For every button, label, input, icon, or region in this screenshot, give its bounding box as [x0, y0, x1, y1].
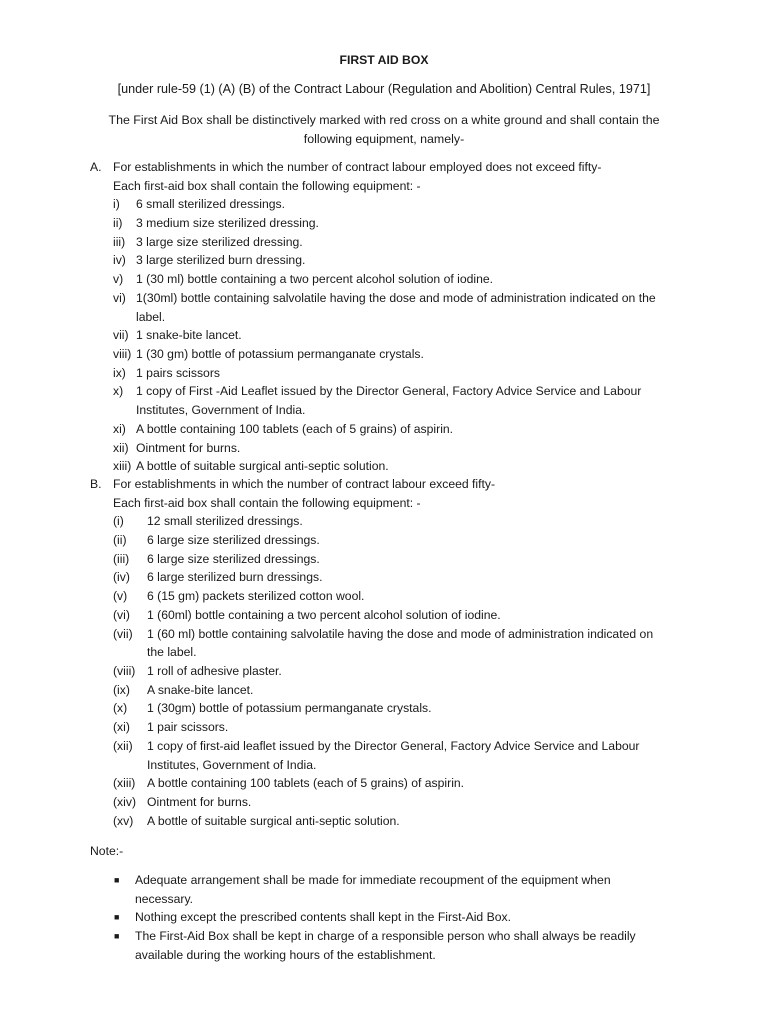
item-number: xii)	[113, 440, 129, 455]
item-text: 12 small sterilized dressings.	[147, 514, 303, 529]
list-item	[90, 270, 690, 289]
list-item	[90, 681, 690, 700]
rule-reference: [under rule-59 (1) (A) (B) of the Contract Labour (Regulation and Abolition) Central Rules, 1971]	[117, 82, 651, 96]
item-text: A bottle containing 100 tablets (each of 5 grains) of aspirin.	[136, 421, 454, 436]
section-a-subheading: Each first-aid box shall contain the following equipment: -	[113, 178, 421, 193]
list-item	[90, 382, 690, 419]
list-item	[90, 531, 690, 550]
item-text: 1 pairs scissors	[136, 365, 220, 380]
item-text: 6 (15 gm) packets sterilized cotton wool.	[147, 589, 365, 604]
square-bullet-icon: ■	[114, 912, 120, 923]
item-text: Ointment for burns.	[147, 794, 252, 809]
item-text: 1 pair scissors.	[147, 720, 229, 735]
item-number: (v)	[113, 589, 128, 604]
list-item	[90, 606, 690, 625]
item-number: vi)	[113, 290, 126, 305]
section-b-heading-text: For establishments in which the number of contract labour exceed fifty-	[113, 477, 496, 491]
item-text: 6 small sterilized dressings.	[136, 197, 286, 212]
list-item	[90, 214, 690, 233]
section-b	[90, 475, 690, 830]
list-item	[90, 289, 690, 326]
item-number: (xv)	[113, 813, 134, 828]
section-a	[90, 158, 690, 476]
note-text: The First-Aid Box shall be kept in charge of a responsible person who shall always be readily available during the working hours of the establishment.	[135, 929, 636, 962]
item-number: viii)	[113, 347, 132, 361]
item-number: (iii)	[113, 551, 130, 566]
item-text: 3 medium size sterilized dressing.	[136, 216, 319, 231]
item-number: (ix)	[113, 682, 130, 697]
item-number: (xi)	[113, 720, 130, 735]
item-text: A bottle of suitable surgical anti-septic solution.	[136, 459, 389, 474]
item-number: i)	[113, 197, 120, 212]
item-number: ix)	[113, 365, 126, 380]
list-item	[90, 699, 690, 718]
list-item	[90, 364, 690, 383]
item-number: (iv)	[113, 570, 130, 585]
item-number: (vi)	[113, 607, 130, 622]
item-number: xi)	[113, 421, 126, 436]
section-a-heading-text: For establishments in which the number of contract labour employed does not exceed fifty-	[113, 160, 602, 174]
item-text: A bottle of suitable surgical anti-septic solution.	[147, 813, 400, 828]
section-a-letter: A.	[90, 160, 102, 174]
item-number: ii)	[113, 216, 123, 231]
section-b-heading	[90, 475, 690, 494]
list-item	[90, 812, 690, 831]
item-text: 1 (30 gm) bottle of potassium permanganate crystals.	[136, 347, 424, 361]
item-number: (x)	[113, 701, 128, 716]
note-text: Adequate arrangement shall be made for immediate recoupment of the equipment when necessary.	[135, 873, 611, 906]
note-item	[114, 908, 674, 927]
list-item	[90, 625, 690, 662]
square-bullet-icon: ■	[114, 931, 120, 942]
item-number: (i)	[113, 514, 124, 529]
item-number: (ii)	[113, 533, 127, 548]
item-number: iv)	[113, 253, 126, 268]
list-item	[90, 512, 690, 531]
item-text: A bottle containing 100 tablets (each of 5 grains) of aspirin.	[147, 776, 465, 791]
list-item	[90, 774, 690, 793]
item-number: (viii)	[113, 664, 136, 678]
item-text: 1 roll of adhesive plaster.	[147, 664, 282, 678]
section-a-heading	[90, 158, 690, 177]
note-label: Note:-	[90, 844, 124, 858]
item-text: 3 large sterilized burn dressing.	[136, 253, 306, 268]
notes-list	[114, 871, 674, 965]
section-a-list	[90, 195, 690, 476]
list-item	[90, 457, 690, 476]
item-text: A snake-bite lancet.	[147, 682, 254, 697]
list-item	[90, 793, 690, 812]
list-item	[90, 326, 690, 345]
note-item	[114, 871, 674, 908]
list-item	[90, 195, 690, 214]
list-item	[90, 587, 690, 606]
item-text: 1 copy of first-aid leaflet issued by the Director General, Factory Advice Service and Labour Institutes, Government of India.	[147, 738, 640, 772]
item-text: 1 (60 ml) bottle containing salvolatile having the dose and mode of administration indicated on the label.	[147, 626, 654, 660]
item-text: 1(30ml) bottle containing salvolatile having the dose and mode of administration indicated on the label.	[136, 290, 656, 324]
square-bullet-icon: ■	[114, 875, 120, 885]
item-number: (xiii)	[113, 776, 136, 791]
list-item	[90, 439, 690, 458]
item-number: v)	[113, 272, 124, 287]
item-number: (xiv)	[113, 794, 137, 809]
list-item	[90, 662, 690, 681]
list-item	[90, 345, 690, 364]
list-item	[90, 233, 690, 252]
item-text: 6 large size sterilized dressings.	[147, 533, 320, 548]
item-text: Ointment for burns.	[136, 440, 241, 455]
item-number: iii)	[113, 234, 126, 249]
section-b-letter: B.	[90, 477, 102, 491]
document-title: FIRST AID BOX	[339, 53, 429, 67]
note-item	[114, 927, 674, 964]
item-text: 6 large sterilized burn dressings.	[147, 570, 323, 585]
item-text: 1 (30gm) bottle of potassium permanganate crystals.	[147, 701, 432, 716]
item-text: 3 large size sterilized dressing.	[136, 234, 303, 249]
list-item	[90, 550, 690, 569]
list-item	[90, 251, 690, 270]
item-number: (xii)	[113, 738, 133, 753]
item-number: x)	[113, 384, 124, 399]
note-text: Nothing except the prescribed contents shall kept in the First-Aid Box.	[135, 910, 511, 925]
item-text: 1 (30 ml) bottle containing a two percent alcohol solution of iodine.	[136, 272, 494, 287]
item-text: 1 (60ml) bottle containing a two percent alcohol solution of iodine.	[147, 607, 501, 622]
section-b-list	[90, 512, 690, 830]
list-item	[90, 718, 690, 737]
item-number: vii)	[113, 328, 129, 343]
list-item	[90, 568, 690, 587]
section-b-subheading: Each first-aid box shall contain the following equipment: -	[113, 495, 421, 510]
item-text: 1 snake-bite lancet.	[136, 328, 242, 343]
list-item	[90, 420, 690, 439]
item-text: 6 large size sterilized dressings.	[147, 551, 320, 566]
item-number: xiii)	[113, 459, 132, 474]
item-text: 1 copy of First -Aid Leaflet issued by the Director General, Factory Advice Service and Labour Institutes, Government of India.	[136, 384, 642, 418]
intro-paragraph: The First Aid Box shall be distinctively marked with red cross on a white ground and shall contain the following equipment, namely-	[108, 113, 660, 146]
list-item	[90, 737, 690, 774]
item-number: (vii)	[113, 626, 133, 641]
